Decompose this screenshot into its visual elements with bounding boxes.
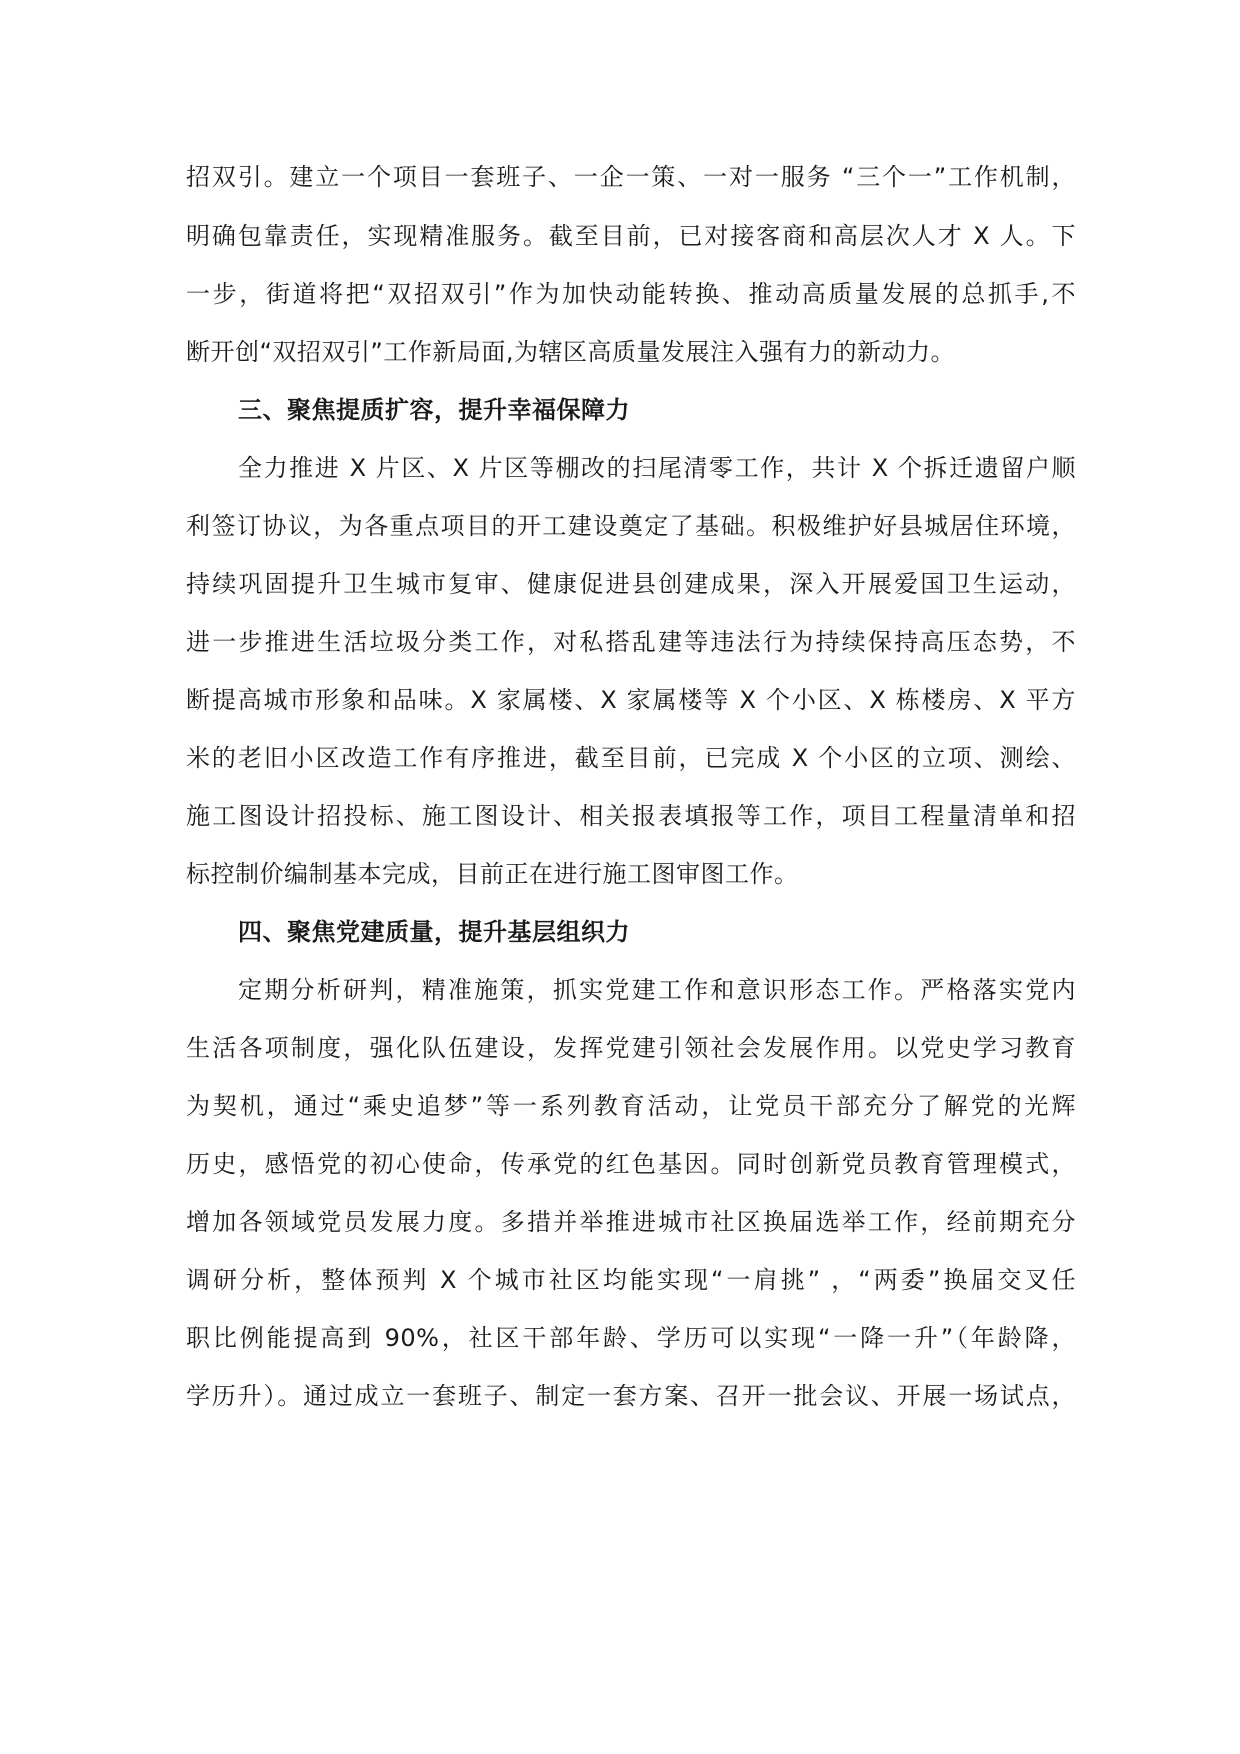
paragraph-line: 历史，感悟党的初心使命，传承党的红色基因。同时创新党员教育管理模式， (186, 1150, 1076, 1178)
paragraph-line: 全力推进 X 片区、X 片区等棚改的扫尾清零工作，共计 X 个拆迁遗留户顺 (238, 454, 1076, 482)
paragraph-line: 增加各领域党员发展力度。多措并举推进城市社区换届选举工作，经前期充分 (186, 1208, 1076, 1236)
paragraph-line: 调研分析，整体预判 X 个城市社区均能实现“一肩挑” ，“两委”换届交叉任 (186, 1266, 1076, 1294)
paragraph-line: 为契机，通过“乘史追梦”等一系列教育活动，让党员干部充分了解党的光辉 (186, 1092, 1076, 1120)
section-heading-3: 三、聚焦提质扩容，提升幸福保障力 (238, 396, 630, 424)
paragraph-line: 断提高城市形象和品味。X 家属楼、X 家属楼等 X 个小区、X 栋楼房、X 平方 (186, 686, 1076, 714)
paragraph-line: 断开创“双招双引”工作新局面,为辖区高质量发展注入强有力的新动力。 (186, 338, 955, 366)
section-heading-4: 四、聚焦党建质量，提升基层组织力 (238, 918, 630, 946)
paragraph-line: 进一步推进生活垃圾分类工作，对私搭乱建等违法行为持续保持高压态势，不 (186, 628, 1076, 656)
paragraph-line: 标控制价编制基本完成，目前正在进行施工图审图工作。 (186, 860, 799, 888)
paragraph-line: 学历升）。通过成立一套班子、制定一套方案、召开一批会议、开展一场试点， (186, 1382, 1076, 1410)
paragraph-line: 生活各项制度，强化队伍建设，发挥党建引领社会发展作用。以党史学习教育 (186, 1034, 1076, 1062)
paragraph-line: 定期分析研判，精准施策，抓实党建工作和意识形态工作。严格落实党内 (238, 976, 1076, 1004)
paragraph-line: 明确包靠责任，实现精准服务。截至目前，已对接客商和高层次人才 X 人。下 (186, 222, 1076, 250)
paragraph-line: 一步，街道将把“双招双引”作为加快动能转换、推动高质量发展的总抓手,不 (186, 280, 1076, 308)
paragraph-line: 施工图设计招投标、施工图设计、相关报表填报等工作，项目工程量清单和招 (186, 802, 1076, 830)
paragraph-line: 利签订协议，为各重点项目的开工建设奠定了基础。积极维护好县城居住环境， (186, 512, 1076, 540)
paragraph-line: 招双引。建立一个项目一套班子、一企一策、一对一服务 “三个一”工作机制， (186, 163, 1076, 191)
paragraph-line: 持续巩固提升卫生城市复审、健康促进县创建成果，深入开展爱国卫生运动， (186, 570, 1076, 598)
paragraph-line: 米的老旧小区改造工作有序推进，截至目前，已完成 X 个小区的立项、测绘、 (186, 744, 1076, 772)
paragraph-line: 职比例能提高到 90%，社区干部年龄、学历可以实现“一降一升”（年龄降， (186, 1324, 1076, 1352)
